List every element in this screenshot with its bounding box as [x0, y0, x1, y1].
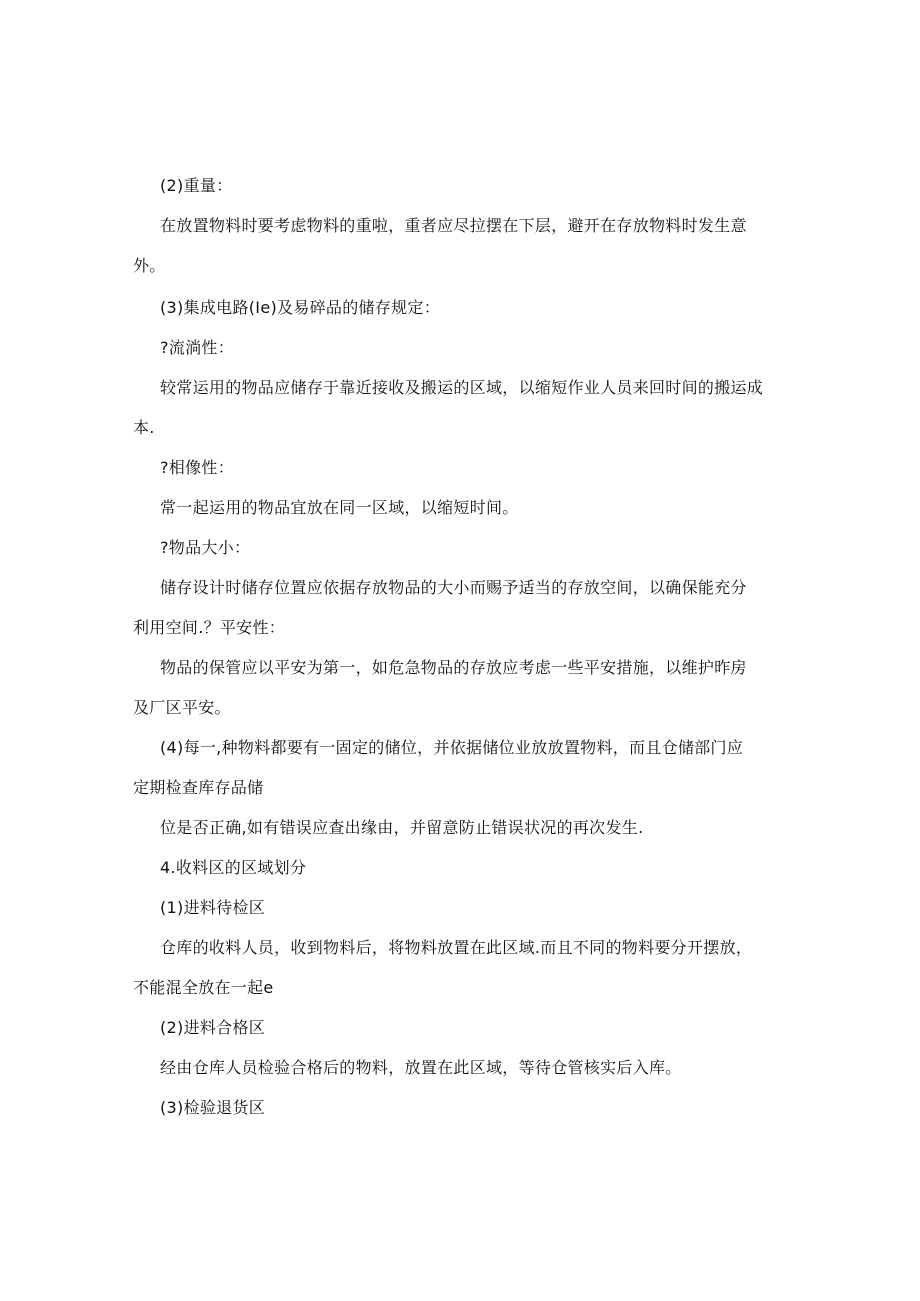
subheading-qualified-area: (2)进料合格区	[160, 1018, 266, 1037]
paragraph-safety-line-1: 物品的保管应以平安为第一，如危急物品的存放应考虑一些平安措施，以维护昨房	[160, 658, 747, 677]
paragraph-pending-line-2: 不能混全放在一起e	[133, 978, 274, 997]
bullet-mobility: ?流淌性：	[160, 338, 234, 357]
paragraph-similarity: 常一起运用的物品宜放在同一区域，以缩短时间。	[160, 498, 519, 517]
subheading-return-area: (3)检验退货区	[160, 1098, 266, 1117]
bullet-similarity: ?相像性：	[160, 458, 234, 477]
paragraph-size-line-2: 利用空间.？平安性：	[133, 618, 286, 637]
paragraph-fixed-location-line-3: 位是否正确,如有错误应查出缘由，并留意防止错误状况的再次发生.	[160, 818, 644, 837]
paragraph-safety-line-2: 及厂区平安。	[133, 698, 231, 717]
paragraph-fixed-location-line-1: (4)每一,种物料都要有一固定的储位，并依据储位业放放置物料，而且仓储部门应	[160, 738, 744, 757]
subheading-ic-storage: (3)集成电路(Ie)及易碎品的储存规定：	[160, 298, 441, 317]
bullet-item-size: ?物品大小：	[160, 538, 251, 557]
subheading-pending-inspection: (1)进料待检区	[160, 898, 266, 917]
paragraph-qualified: 经由仓库人员检验合格后的物料，放置在此区域，等待仓管核实后入库。	[160, 1058, 682, 1077]
section-heading-receiving-area: 4.收料区的区域划分	[160, 858, 307, 877]
paragraph-mobility-line-1: 较常运用的物品应储存于靠近接收及搬运的区域，以缩短作业人员来回时间的搬运成	[160, 378, 764, 397]
paragraph-weight-line-2: 外。	[133, 256, 166, 275]
paragraph-fixed-location-line-2: 定期检查库存品储	[133, 778, 264, 797]
paragraph-mobility-line-2: 本.	[133, 418, 155, 437]
subheading-weight: (2)重量：	[160, 176, 233, 195]
paragraph-pending-line-1: 仓库的收料人员，收到物料后，将物料放置在此区域.而且不同的物料要分开摆放，	[160, 938, 753, 957]
paragraph-size-line-1: 储存设计时储存位置应依据存放物品的大小而赐予适当的存放空间，以确保能充分	[160, 578, 747, 597]
paragraph-weight-line-1: 在放置物料时要考虑物料的重啦，重者应尽拉摆在下层，避开在存放物料时发生意	[160, 216, 747, 235]
